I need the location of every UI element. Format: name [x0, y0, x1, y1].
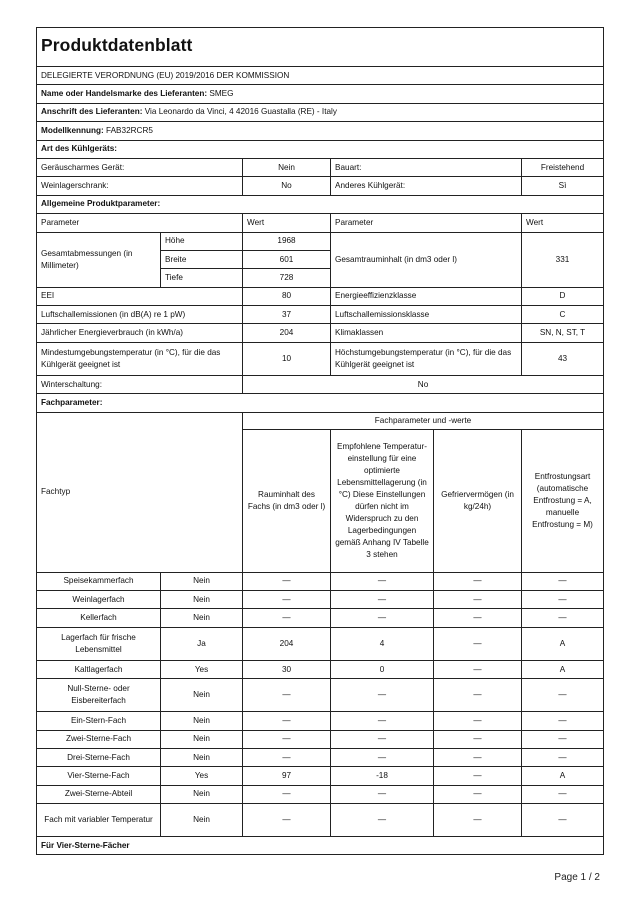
compartment-row [37, 627, 604, 660]
supplier-label: Name oder Handelsmarke des Lieferanten: [41, 89, 208, 99]
compartment-volume: — [243, 730, 331, 748]
compartment-name: Speisekammerfach [37, 572, 161, 590]
type-row-label: Geräuscharmes Gerät: [37, 158, 243, 176]
compartment-temperature: — [331, 748, 434, 766]
type-row [37, 177, 604, 195]
compartment-freezing: — [434, 730, 522, 748]
compartment-row [37, 591, 604, 609]
compartment-temperature: 4 [331, 627, 434, 660]
compartment-freezing: — [434, 609, 522, 627]
compartment-volume: — [243, 591, 331, 609]
compartment-volume: — [243, 748, 331, 766]
type-row-label: Bauart: [331, 158, 522, 176]
col-header-volume: Rauminhalt des Fachs (in dm3 oder l) [243, 429, 331, 572]
general-row [37, 306, 604, 324]
dimension-value: 728 [243, 269, 331, 287]
total-volume-value: 331 [522, 232, 604, 287]
general-row-label: EEI [37, 287, 243, 305]
compartment-defrost: — [522, 804, 604, 837]
compartment-present: Nein [161, 804, 243, 837]
col-header-temperature: Empfohlene Temperatur-einstellung für eine optimierte Lebensmittellagerung (in °C) Diese Einstellungen dürfen nicht im Widerspruch zu den Lagerbedingungen gemäß Anhang IV Tabelle 3 stehen [331, 429, 434, 572]
section-compartment-header: Fachparameter: [37, 394, 604, 412]
general-row-label: Energieeffizienzklasse [331, 287, 522, 305]
col-header-parameter: Parameter [331, 214, 522, 232]
compartment-volume: — [243, 572, 331, 590]
compartment-temperature: — [331, 785, 434, 803]
compartment-row [37, 572, 604, 590]
col-header-value: Wert [243, 214, 331, 232]
general-row-label: Höchstumgebungstemperatur (in °C), für die das Kühlgerät geeignet ist [331, 342, 522, 375]
page-number: Page 1 / 2 [554, 872, 600, 883]
model-value: FAB32RCR5 [106, 125, 153, 135]
compartment-freezing: — [434, 748, 522, 766]
column-header-row [37, 214, 604, 232]
compartment-freezing: — [434, 767, 522, 785]
compartment-freezing: — [434, 627, 522, 660]
dimensions-label: Gesamtabmessungen (in Millimeter) [37, 232, 161, 287]
compartment-present: Ja [161, 627, 243, 660]
dimension-value: 601 [243, 250, 331, 268]
compartment-row [37, 712, 604, 730]
compartment-volume: — [243, 785, 331, 803]
type-row-label: Weinlagerschrank: [37, 177, 243, 195]
compartment-defrost: — [522, 730, 604, 748]
general-row-value: 204 [243, 324, 331, 342]
dimension-label: Breite [161, 250, 243, 268]
compartment-temperature: — [331, 609, 434, 627]
compartment-name: Zwei-Sterne-Fach [37, 730, 161, 748]
model-label: Modellkennung: [41, 125, 104, 135]
compartment-present: Nein [161, 730, 243, 748]
compartment-name: Drei-Sterne-Fach [37, 748, 161, 766]
compartment-freezing: — [434, 712, 522, 730]
address-row [37, 103, 604, 121]
type-row [37, 158, 604, 176]
winter-value: No [243, 375, 604, 393]
compartment-name: Ein-Stern-Fach [37, 712, 161, 730]
compartment-name: Zwei-Sterne-Abteil [37, 785, 161, 803]
winter-label: Winterschaltung: [37, 375, 243, 393]
compartment-row [37, 767, 604, 785]
compartment-rows [37, 572, 604, 837]
compartment-name: Vier-Sterne-Fach [37, 767, 161, 785]
compartment-volume: — [243, 679, 331, 712]
page-title [37, 28, 604, 67]
compartment-temperature: — [331, 712, 434, 730]
compartment-defrost: — [522, 609, 604, 627]
compartment-present: Yes [161, 767, 243, 785]
compartment-row [37, 679, 604, 712]
section-general-header: Allgemeine Produktparameter: [37, 195, 604, 213]
compartment-temperature: — [331, 730, 434, 748]
compartment-name: Fach mit variabler Temperatur [37, 804, 161, 837]
compartment-temperature: -18 [331, 767, 434, 785]
regulation-text: DELEGIERTE VERORDNUNG (EU) 2019/2016 DER KOMMISSION [37, 67, 604, 85]
compartment-defrost: — [522, 679, 604, 712]
compartment-temperature: — [331, 572, 434, 590]
total-volume-label: Gesamtrauminhalt (in dm3 oder l) [331, 232, 522, 287]
dimension-label: Tiefe [161, 269, 243, 287]
general-row-value: 37 [243, 306, 331, 324]
compartment-defrost: A [522, 767, 604, 785]
fachtyp-label: Fachtyp [37, 412, 243, 572]
type-row-value: Sì [522, 177, 604, 195]
general-row-label: Klimaklassen [331, 324, 522, 342]
compartment-temperature: 0 [331, 660, 434, 678]
general-row-label: Luftschallemissionen (in dB(A) re 1 pW) [37, 306, 243, 324]
compartment-present: Nein [161, 785, 243, 803]
compartment-row [37, 748, 604, 766]
general-row [37, 324, 604, 342]
dimension-value: 1968 [243, 232, 331, 250]
section-type-header: Art des Kühlgeräts: [37, 140, 604, 158]
general-row-label: Jährlicher Energieverbrauch (in kWh/a) [37, 324, 243, 342]
compartment-row [37, 609, 604, 627]
general-row [37, 287, 604, 305]
compartment-defrost: A [522, 627, 604, 660]
compartment-name: Weinlagerfach [37, 591, 161, 609]
compartment-defrost: — [522, 785, 604, 803]
compartment-present: Nein [161, 572, 243, 590]
compartment-present: Nein [161, 591, 243, 609]
compartment-present: Yes [161, 660, 243, 678]
compartment-temperature: — [331, 679, 434, 712]
compartment-volume: 204 [243, 627, 331, 660]
title-text: Produktdatenblatt [41, 35, 193, 55]
general-row-value: 80 [243, 287, 331, 305]
type-row-value: Nein [243, 158, 331, 176]
model-row [37, 122, 604, 140]
general-row-value: C [522, 306, 604, 324]
compartment-present: Nein [161, 712, 243, 730]
type-row-value: No [243, 177, 331, 195]
general-row-value: 10 [243, 342, 331, 375]
compartment-defrost: — [522, 748, 604, 766]
compartment-name: Kaltlagerfach [37, 660, 161, 678]
col-header-parameter: Parameter [37, 214, 243, 232]
type-row-value: Freistehend [522, 158, 604, 176]
compartment-freezing: — [434, 679, 522, 712]
product-data-sheet [36, 27, 603, 855]
compartment-freezing: — [434, 591, 522, 609]
compartment-volume: — [243, 804, 331, 837]
winter-row [37, 375, 604, 393]
compartment-name: Null-Sterne- oder Eisbereiterfach [37, 679, 161, 712]
four-star-header: Für Vier-Sterne-Fächer [37, 837, 604, 855]
general-row-label: Luftschallemissionsklasse [331, 306, 522, 324]
general-row-value: 43 [522, 342, 604, 375]
compartment-volume: 30 [243, 660, 331, 678]
compartment-volume: — [243, 609, 331, 627]
compartment-row [37, 804, 604, 837]
col-header-defrost: Entfrostungsart (automatische Entfrostung = A, manuelle Entfrostung = M) [522, 429, 604, 572]
compartment-name: Kellerfach [37, 609, 161, 627]
supplier-value: SMEG [209, 89, 234, 99]
compartment-present: Nein [161, 679, 243, 712]
compartment-row [37, 730, 604, 748]
address-value: Via Leonardo da Vinci, 4 42016 Guastalla (RE) - Italy [144, 107, 337, 117]
supplier-row [37, 85, 604, 103]
type-row-label: Anderes Kühlgerät: [331, 177, 522, 195]
data-sheet-table [36, 27, 604, 855]
col-header-freezing: Gefriervermögen (in kg/24h) [434, 429, 522, 572]
compartment-group-header: Fachparameter und -werte [243, 412, 604, 429]
compartment-defrost: A [522, 660, 604, 678]
general-row-value: SN, N, ST, T [522, 324, 604, 342]
compartment-name: Lagerfach für frische Lebensmittel [37, 627, 161, 660]
compartment-freezing: — [434, 785, 522, 803]
compartment-temperature: — [331, 591, 434, 609]
compartment-present: Nein [161, 609, 243, 627]
compartment-row [37, 785, 604, 803]
general-row-value: D [522, 287, 604, 305]
compartment-row [37, 660, 604, 678]
col-header-value: Wert [522, 214, 604, 232]
compartment-defrost: — [522, 712, 604, 730]
compartment-temperature: — [331, 804, 434, 837]
compartment-defrost: — [522, 591, 604, 609]
compartment-defrost: — [522, 572, 604, 590]
dimension-label: Höhe [161, 232, 243, 250]
address-label: Anschrift des Lieferanten: [41, 107, 143, 117]
general-row [37, 342, 604, 375]
compartment-volume: — [243, 712, 331, 730]
compartment-volume: 97 [243, 767, 331, 785]
compartment-present: Nein [161, 748, 243, 766]
compartment-freezing: — [434, 660, 522, 678]
general-row-label: Mindestumgebungstemperatur (in °C), für die das Kühlgerät geeignet ist [37, 342, 243, 375]
compartment-freezing: — [434, 572, 522, 590]
compartment-freezing: — [434, 804, 522, 837]
